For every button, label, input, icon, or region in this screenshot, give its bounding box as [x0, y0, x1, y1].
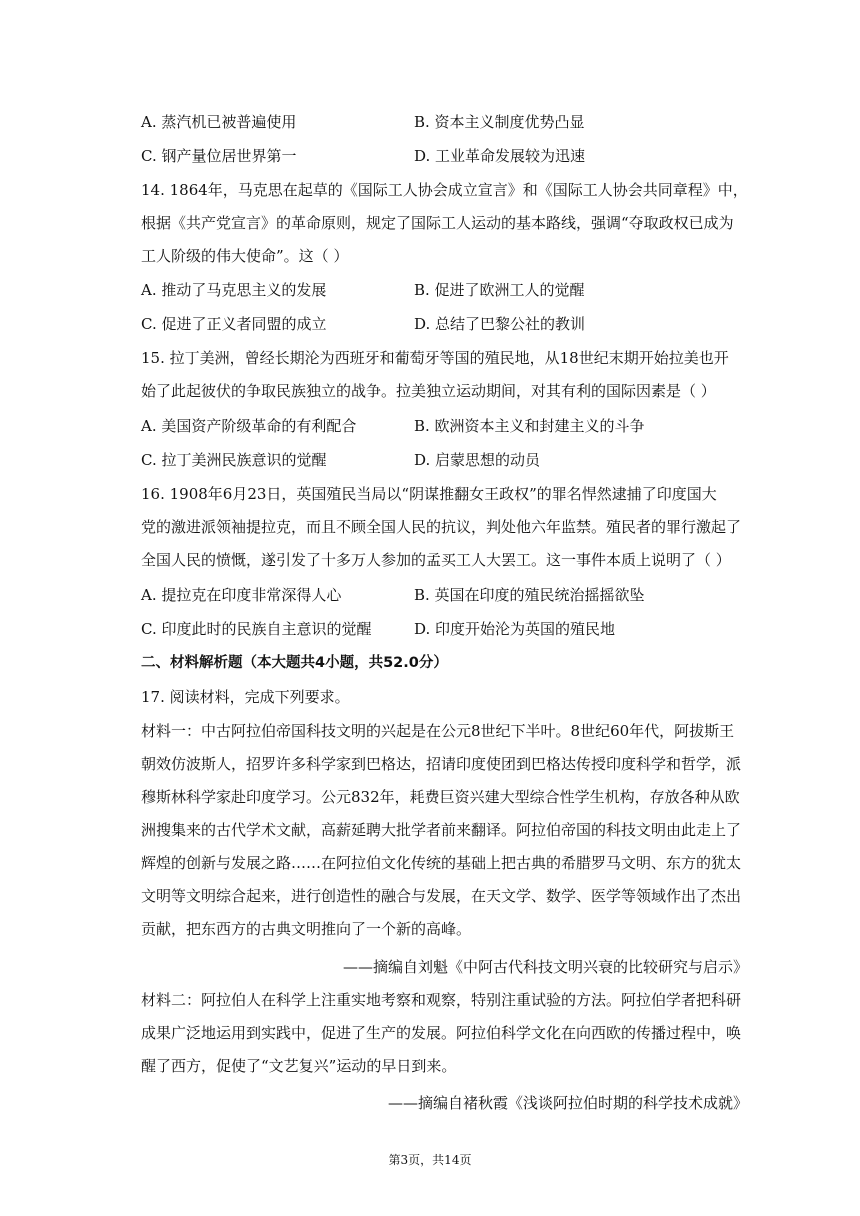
q14-stem-line-3: 工人阶级的伟大使命”。这（ ）	[141, 247, 349, 265]
q14-option-b: B. 促进了欧洲工人的觉醒	[414, 281, 585, 299]
q17-material-1-line-2: 朝效仿波斯人，招罗许多科学家到巴格达，招请印度使团到巴格达传授印度科学和哲学，派	[141, 755, 742, 773]
q17-material-2-line-3: 醒了西方，促使了“文艺复兴”运动的早日到来。	[141, 1057, 457, 1075]
q15-option-b: B. 欧洲资本主义和封建主义的斗争	[414, 417, 645, 435]
q17-material-1-line-5: 辉煌的创新与发展之路……在阿拉伯文化传统的基础上把古典的希腊罗马文明、东方的犹太	[141, 854, 742, 872]
q16-option-b: B. 英国在印度的殖民统治摇摇欲坠	[414, 586, 645, 604]
q14-option-a: A. 推动了马克思主义的发展	[141, 281, 327, 299]
q13-option-c: C. 钢产量位居世界第一	[141, 147, 297, 165]
q17-material-1-line-4: 洲搜集来的古代学术文献，高薪延聘大批学者前来翻译。阿拉伯帝国的科技文明由此走上了	[141, 821, 742, 839]
q17-material-1-line-1: 材料一：中古阿拉伯帝国科技文明的兴起是在公元8世纪下半叶。8世纪60年代，阿拔斯王	[141, 722, 735, 740]
q17-material-2-line-2: 成果广泛地运用到实践中，促进了生产的发展。阿拉伯科学文化在向西欧的传播过程中，唤	[141, 1024, 742, 1042]
q13-option-a: A. 蒸汽机已被普遍使用	[141, 113, 297, 131]
q14-stem-line-1: 14. 1864年，马克思在起草的《国际工人协会成立宣言》和《国际工人协会共同章程》中，	[141, 181, 748, 199]
q16-stem-line-3: 全国人民的愤慨，遂引发了十多万人参加的孟买工人大罢工。这一事件本质上说明了（ ）	[141, 551, 731, 569]
q16-stem-line-1: 16. 1908年6月23日，英国殖民当局以“阴谋推翻女王政权”的罪名悍然逮捕了印度国大	[141, 485, 717, 503]
q14-stem-line-2: 根据《共产党宣言》的革命原则，规定了国际工人运动的基本路线，强调“夺取政权已成为	[141, 214, 734, 232]
q13-option-d: D. 工业革命发展较为迅速	[414, 147, 586, 165]
q17-intro: 17. 阅读材料，完成下列要求。	[141, 688, 350, 706]
q13-option-b: B. 资本主义制度优势凸显	[414, 113, 585, 131]
q17-material-1-line-6: 文明等文明综合起来，进行创造性的融合与发展，在天文学、数学、医学等领域作出了杰出	[141, 887, 742, 905]
q16-option-c: C. 印度此时的民族自主意识的觉醒	[141, 620, 372, 638]
q17-material-2-line-1: 材料二：阿拉伯人在科学上注重实地考察和观察，特别注重试验的方法。阿拉伯学者把科研	[141, 991, 742, 1009]
q16-stem-line-2: 党的激进派领袖提拉克，而且不顾全国人民的抗议，判处他六年监禁。殖民者的罪行激起了	[141, 518, 742, 536]
q17-material-1-line-3: 穆斯林科学家赴印度学习。公元832年，耗费巨资兴建大型综合性学生机构，存放各种从欧	[141, 788, 740, 806]
q14-option-d: D. 总结了巴黎公社的教训	[414, 315, 586, 333]
q16-option-d: D. 印度开始沦为英国的殖民地	[414, 620, 616, 638]
q15-option-c: C. 拉丁美洲民族意识的觉醒	[141, 451, 327, 469]
q17-material-1-line-7: 贡献，把东西方的古典文明推向了一个新的高峰。	[141, 920, 472, 938]
q15-option-d: D. 启蒙思想的动员	[414, 451, 541, 469]
q15-option-a: A. 美国资产阶级革命的有利配合	[141, 417, 357, 435]
q16-option-a: A. 提拉克在印度非常深得人心	[141, 586, 342, 604]
q17-material-2-source: ——摘编自褚秋霞《浅谈阿拉伯时期的科学技术成就》	[387, 1094, 748, 1112]
q14-option-c: C. 促进了正义者同盟的成立	[141, 315, 327, 333]
page-number: 第3页，共14页	[388, 1153, 472, 1167]
q15-stem-line-2: 始了此起彼伏的争取民族独立的战争。拉美独立运动期间，对其有利的国际因素是（ ）	[141, 382, 716, 400]
q15-stem-line-1: 15. 拉丁美洲，曾经长期沦为西班牙和葡萄牙等国的殖民地，从18世纪末期开始拉美也开	[141, 349, 729, 367]
q17-material-1-source: ——摘编自刘魁《中阿古代科技文明兴衰的比较研究与启示》	[342, 958, 748, 976]
section-2-title: 二、材料解析题（本大题共4小题，共52.0分）	[141, 655, 448, 671]
